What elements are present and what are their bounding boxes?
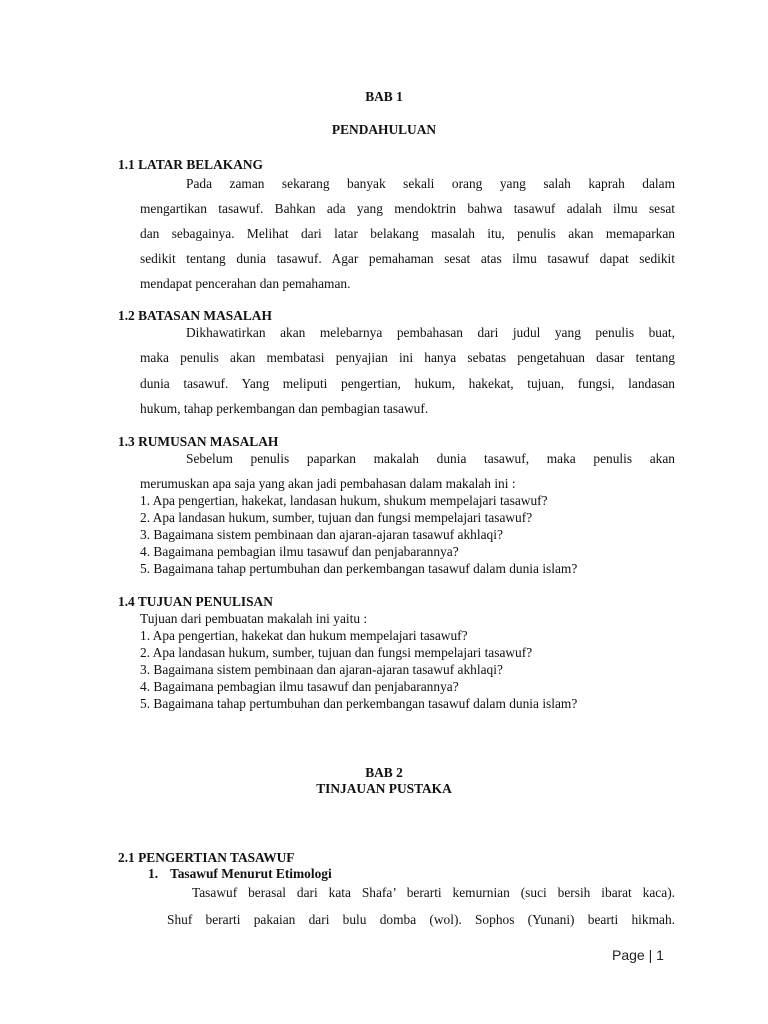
paragraph-line: merumuskan apa saja yang akan jadi pembahasan dalam makalah ini :: [140, 476, 516, 491]
paragraph-line: hukum, tahap perkembangan dan pembagian tasawuf.: [140, 401, 429, 416]
paragraph-line: maka penulis akan membatasi penyajian ini hanya sebatas pengetahuan dasar tentang: [140, 350, 675, 365]
paragraph-line: Dikhawatirkan akan melebarnya pembahasan dari judul yang penulis buat,: [186, 325, 675, 340]
paragraph-line: mendapat pencerahan dan pemahaman.: [140, 276, 351, 291]
paragraph-line: Tujuan dari pembuatan makalah ini yaitu :: [140, 611, 368, 626]
list-item: 2. Apa landasan hukum, sumber, tujuan dan fungsi mempelajari tasawuf?: [140, 645, 533, 660]
paragraph-line: sedikit tentang dunia tasawuf. Agar pemahaman sesat atas ilmu tasawuf dapat sedikit: [140, 251, 675, 266]
paragraph-line: Pada zaman sekarang banyak sekali orang yang salah kaprah dalam: [186, 176, 675, 191]
bab1-title: PENDAHULUAN: [331, 122, 437, 137]
list-item: 3. Bagaimana sistem pembinaan dan ajaran-ajaran tasawuf akhlaqi?: [140, 527, 503, 542]
paragraph-line: mengartikan tasawuf. Bahkan ada yang mendoktrin bahwa tasawuf adalah ilmu sesat: [140, 201, 675, 216]
page-number: Page | 1: [612, 947, 664, 963]
list-item: 2. Apa landasan hukum, sumber, tujuan dan fungsi mempelajari tasawuf?: [140, 510, 533, 525]
list-item: 5. Bagaimana tahap pertumbuhan dan perkembangan tasawuf dalam dunia islam?: [140, 561, 578, 576]
subsection-number: 1.: [148, 866, 159, 881]
section-1-3-heading: 1.3 RUMUSAN MASALAH: [118, 434, 279, 449]
subsection-heading: Tasawuf Menurut Etimologi: [170, 866, 332, 881]
paragraph-line: dunia tasawuf. Yang meliputi pengertian, hukum, hakekat, tujuan, fungsi, landasan: [140, 376, 675, 391]
bab2-title: TINJAUAN PUSTAKA: [316, 781, 452, 796]
section-1-1-heading: 1.1 LATAR BELAKANG: [118, 157, 263, 172]
section-1-2-heading: 1.2 BATASAN MASALAH: [118, 308, 272, 323]
list-item: 4. Bagaimana pembagian ilmu tasawuf dan penjabarannya?: [140, 679, 459, 694]
list-item: 5. Bagaimana tahap pertumbuhan dan perkembangan tasawuf dalam dunia islam?: [140, 696, 578, 711]
paragraph-line: Sebelum penulis paparkan makalah dunia tasawuf, maka penulis akan: [186, 451, 675, 466]
section-1-4-heading: 1.4 TUJUAN PENULISAN: [118, 594, 273, 609]
list-item: 1. Apa pengertian, hakekat dan hukum mempelajari tasawuf?: [140, 628, 468, 643]
paragraph-line: dan sebagainya. Melihat dari latar belakang masalah itu, penulis akan memaparkan: [140, 226, 675, 241]
paragraph-line: Shuf berarti pakaian dari bulu domba (wol). Sophos (Yunani) bearti hikmah.: [167, 912, 675, 927]
list-item: 3. Bagaimana sistem pembinaan dan ajaran-ajaran tasawuf akhlaqi?: [140, 662, 503, 677]
list-item: 1. Apa pengertian, hakekat, landasan hukum, shukum mempelajari tasawuf?: [140, 493, 548, 508]
bab1-heading: BAB 1: [365, 89, 403, 104]
bab2-heading: BAB 2: [365, 765, 403, 780]
section-2-1-heading: 2.1 PENGERTIAN TASAWUF: [118, 850, 295, 865]
paragraph-line: Tasawuf berasal dari kata Shafa’ berarti kemurnian (suci bersih ibarat kaca).: [192, 885, 675, 900]
list-item: 4. Bagaimana pembagian ilmu tasawuf dan penjabarannya?: [140, 544, 459, 559]
